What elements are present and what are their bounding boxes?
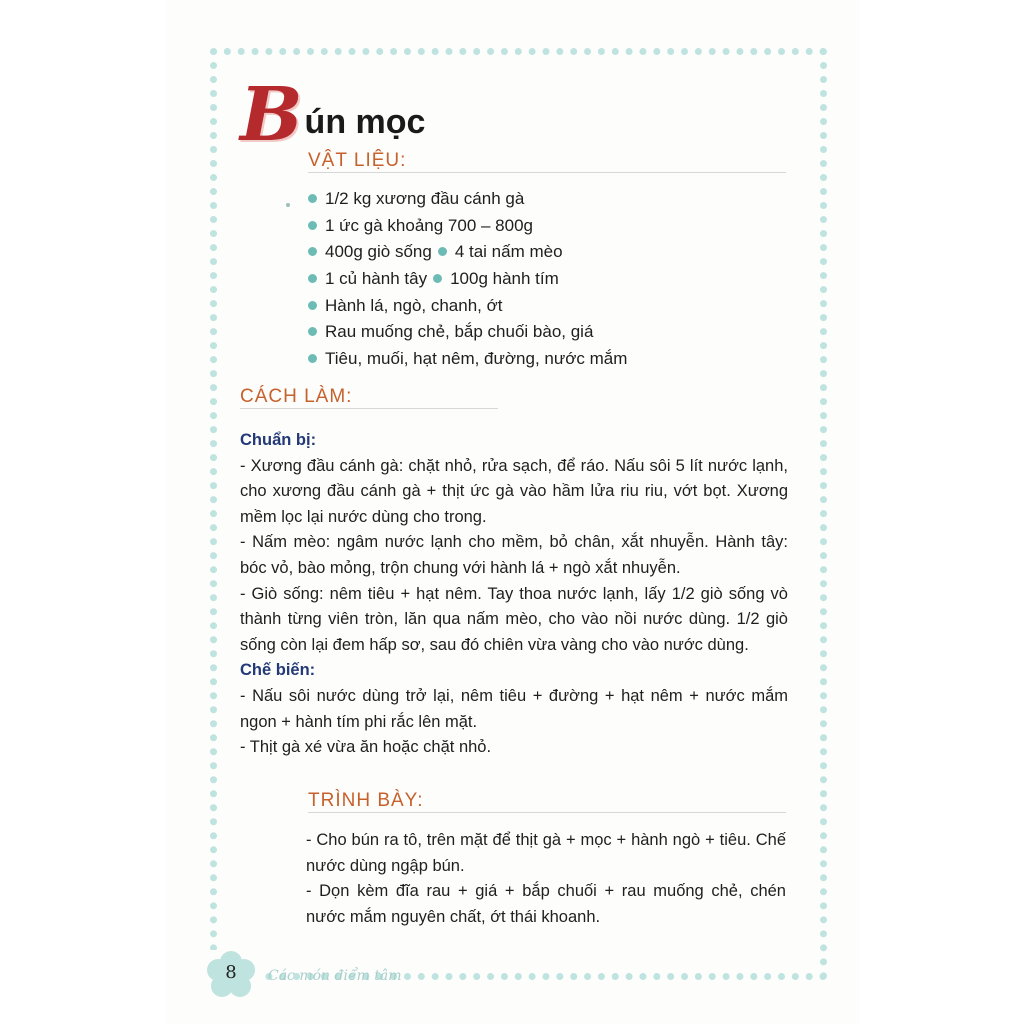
- cook-steps: [240, 684, 788, 761]
- ingredient-item: [308, 293, 627, 320]
- bullet-icon: [308, 221, 317, 230]
- ingredient-item: [308, 239, 627, 266]
- step-paragraph: - Dọn kèm đĩa rau + giá + bắp chuối + rau muống chẻ, chén nước mắm nguyên chất, ớt thái khoanh.: [306, 882, 786, 926]
- ingredient-text: 1 củ hành tây: [325, 269, 428, 289]
- ingredient-item: [308, 319, 627, 346]
- step-paragraph: - Giò sống: nêm tiêu + hạt nêm. Tay thoa nước lạnh, lấy 1/2 giò sống vò thành từng viên tròn, lăn qua nấm mèo, cho vào nồi nước dùng. 1/2 giò sống còn lại đem hấp sơ, sau đó chiên vừa vàng cho vào nước dùng.: [240, 584, 788, 654]
- page-number: 8: [225, 962, 237, 983]
- presentation-rule: [308, 812, 786, 813]
- prep-title: Chuẩn bị:: [240, 431, 317, 449]
- bullet-icon: [438, 247, 447, 256]
- presentation-heading: TRÌNH BÀY:: [308, 790, 424, 811]
- bullet-icon: [308, 301, 317, 310]
- presentation-body: [306, 828, 786, 930]
- bullet-icon: [308, 247, 317, 256]
- bullet-icon: [308, 274, 317, 283]
- ingredient-text: 4 tai nấm mèo: [454, 242, 563, 262]
- ingredient-text: 100g hành tím: [450, 269, 559, 289]
- step-paragraph: - Xương đầu cánh gà: chặt nhỏ, rửa sạch, để ráo. Nấu sôi 5 lít nước lạnh, cho xương đầu cánh gà + thịt ức gà vào hầm lửa riu riu, vớt bọt. Xương mềm lọc lại nước dùng cho trong.: [240, 456, 788, 526]
- ingredient-text: 400g giò sống: [325, 242, 432, 262]
- ingredient-item: [308, 213, 627, 240]
- bullet-icon: [308, 194, 317, 203]
- method-rule: [240, 408, 498, 409]
- method-heading: CÁCH LÀM:: [240, 386, 353, 407]
- bullet-icon: [308, 354, 317, 363]
- cook-title: Chế biến:: [240, 661, 316, 680]
- ingredient-text: 1/2 kg xương đầu cánh gà: [325, 189, 525, 208]
- method-body: [240, 428, 788, 761]
- bullet-icon: [433, 274, 442, 283]
- ingredients-heading: VẬT LIỆU:: [308, 150, 407, 171]
- ingredient-text: Rau muống chẻ, bắp chuối bào, giá: [325, 322, 594, 342]
- ingredient-item: [308, 346, 627, 373]
- prep-steps: [240, 454, 788, 659]
- step-paragraph: - Thịt gà xé vừa ăn hoặc chặt nhỏ.: [240, 738, 492, 757]
- title-initial: B: [240, 72, 303, 158]
- ingredient-item: [308, 266, 627, 293]
- chapter-name: Các món điểm tâm: [268, 968, 402, 984]
- bullet-icon: [308, 327, 317, 336]
- ingredients-rule: [308, 172, 786, 173]
- recipe-title: [240, 72, 426, 158]
- step-paragraph: - Nấu sôi nước dùng trở lại, nêm tiêu + đường + hạt nêm + nước mắm ngon + hành tím phi rắc lên mặt.: [240, 686, 788, 731]
- ingredient-text: Hành lá, ngò, chanh, ớt: [325, 295, 503, 315]
- ingredient-list: [308, 186, 627, 373]
- title-rest: ún mọc: [304, 103, 426, 141]
- step-paragraph: - Nấm mèo: ngâm nước lạnh cho mềm, bỏ chân, xắt nhuyễn. Hành tây: bóc vỏ, bào mỏng, trộn chung với hành lá + ngò xắt nhuyễn.: [240, 533, 788, 577]
- step-paragraph: - Cho bún ra tô, trên mặt để thịt gà + mọc + hành ngò + tiêu. Chế nước dùng ngập bún.: [306, 831, 786, 875]
- ingredient-text: Tiêu, muối, hạt nêm, đường, nước mắm: [325, 349, 628, 369]
- ingredient-text: 1 ức gà khoảng 700 – 800g: [325, 215, 533, 235]
- ingredient-item: [308, 186, 627, 213]
